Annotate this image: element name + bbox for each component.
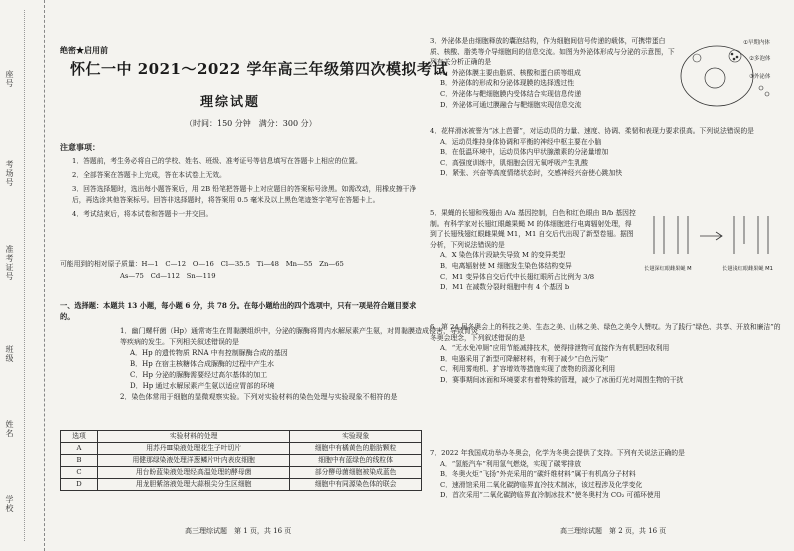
question-option: D．外泌体可通过膜融合与靶细胞实现信息交流 <box>440 100 582 109</box>
question-option: C．Hp 分泌的脲酶需要经过高尔基体的加工 <box>130 371 268 379</box>
notice-item: 1．答题前，考生务必将自己的学校、姓名、班级、准考证号等信息填写在答题卡上相应的位置。 <box>72 157 362 165</box>
question-option: A．“氢能汽车”利用氢气燃烧，实现了碳零排放 <box>440 459 581 468</box>
table-cell: B <box>61 455 98 467</box>
binding-label: 班级 <box>5 345 14 363</box>
figure-label: ②多泡体 <box>749 56 771 62</box>
binding-label: 考场号 <box>5 160 14 187</box>
notice-item: 2．全部答案在答题卡上完成，答在本试卷上无效。 <box>72 171 226 179</box>
table-row <box>61 443 422 455</box>
question-option: D．M1 在减数分裂时细胞中有 4 个基因 b <box>440 283 570 292</box>
table-row <box>61 467 422 479</box>
table-cell: 部分酵母菌细胞被染成蓝色 <box>290 467 422 479</box>
question-1 <box>120 326 480 403</box>
table-cell: 细胞中有同源染色体的联会 <box>290 479 422 491</box>
secret-mark: 绝密★启用前 <box>60 45 108 55</box>
exam-title: 怀仁一中 2021～2022 学年高三年级第四次模拟考试 <box>70 60 448 78</box>
question-5 <box>430 208 638 293</box>
section-heading: 一、选择题：本题共 13 小题，每小题 6 分，共 78 分。在每小题给出的四个选项中，只有一项是符合题目要求的。 <box>60 301 417 321</box>
atomic-masses-line: As—75 Cd—112 Sn—119 <box>120 272 216 280</box>
question-4 <box>430 126 785 179</box>
question-stem: 5．果蝇的长翅和残翅由 A/a 基因控制，白色和红色眼由 B/b 基因控制。有科学家对长翅红眼雌果蝇 M 的体细胞进行电离辐射处理，得到了长翅残翅红眼雌果蝇 M1，M1 自交后代出现了新型卷翅。据图分析，下列说法错误的是 <box>430 209 636 249</box>
figure-label: ③外泌体 <box>749 74 771 80</box>
question-stem: 2．染色体常用于细胞的显微观察实验。下列对实验材料的染色处理与实验现象不相符的是 <box>120 393 398 401</box>
page-footer: 高三理综试题 第 1 页，共 16 页 <box>185 527 292 535</box>
table-cell: A <box>61 443 98 455</box>
table-cell: 用台盼蓝染液处理经高温处理的酵母菌 <box>98 467 290 479</box>
chromosome-figure <box>642 210 788 276</box>
question-option: B．电器采用了新型可降解材料，有利于减少“白色污染” <box>440 354 609 363</box>
exosome-figure <box>677 36 787 108</box>
question-option: C．高强度训练中，肌细胞会因无氧呼吸产生乳酸 <box>440 158 588 167</box>
question-3 <box>430 36 675 110</box>
binding-label: 座号 <box>5 70 14 88</box>
question-6 <box>430 322 785 386</box>
table-header: 选项 <box>61 431 98 443</box>
question-stem: 6．第 24 届冬奥会上的科技之美、生态之美、山林之美、绿色之美令人赞叹。为了践行“绿色、共享、开放和廉洁”的冬奥会理念，下列叙述错误的是 <box>430 323 781 342</box>
table-row <box>61 479 422 491</box>
binding-label: 姓名 <box>5 420 14 438</box>
exam-subtitle: 理综试题 <box>200 95 261 110</box>
question-option: D．首次采用“二氧化碳跨临界直冷制冰技术”使冬奥村为 CO₂ 可循环使用 <box>440 491 661 500</box>
table-cell: C <box>61 467 98 479</box>
table-cell: 细胞中有蓝绿色的线粒体 <box>290 455 422 467</box>
page-footer: 高三理综试题 第 2 页，共 16 页 <box>560 527 667 535</box>
question-option: B．Hp 在宿主核糖体合成脲酶的过程中产生水 <box>130 360 274 368</box>
question-option: A．Hp 的遗传物质 RNA 中有控制脲酶合成的基因 <box>130 349 288 357</box>
question-7 <box>430 448 785 501</box>
table-cell: 用龙胆紫溶液处理大蒜根尖分生区细胞 <box>98 479 290 491</box>
binding-margin <box>0 0 45 551</box>
question-2-table <box>60 430 422 491</box>
question-option: D．紧张、兴奋等高度情绪状态时，交感神经兴奋使心跳加快 <box>440 169 623 178</box>
binding-line <box>24 10 25 541</box>
question-option: D．赛事期间冰面和环境要求有着特殊的管理，减少了冰面灯光对周围生物的干扰 <box>440 375 684 384</box>
question-option: B．外泌体的形成和分泌体现膜的选择透过性 <box>440 79 575 88</box>
atomic-masses-line: 可能用到的相对原子质量：H—1 C—12 O—16 Cl—35.5 Ti—48 Mn—55 Zn—65 <box>60 260 344 268</box>
binding-label: 准考证号 <box>5 245 14 281</box>
notice-item: 3．回答选择题时，选出每小题答案后，用 2B 铅笔把答题卡上对应题目的答案标号涂黑。如需改动，用橡皮擦干净后，再选涂其他答案标号。回答非选择题时，将答案用 0.5 毫米及以上黑色笔迹签字笔写在答题卡上。 <box>72 185 417 204</box>
figure-caption: 长翅深红眼雌果蝇 M <box>644 266 692 272</box>
notice-heading: 注意事项： <box>60 142 100 152</box>
question-option: A．X 染色体片段缺失导致 M 的变异类型 <box>440 251 566 260</box>
question-option: A．“无水免冲厕”应用节能减排技术，使得排泄物可直接作为有机肥回收利用 <box>440 344 670 353</box>
question-option: D．Hp 通过水解尿素产生氨以适应胃部的环境 <box>130 382 275 390</box>
table-header: 实验材料的处理 <box>98 431 290 443</box>
question-stem: 4．花样滑冰被誉为“冰上芭蕾”，对运动员的力量、速度、协调、柔韧和表现力要求很高。下列说法错误的是 <box>430 127 754 135</box>
figure-label: ①早期内体 <box>743 40 770 46</box>
question-option: C．速滑馆采用二氧化碳跨临界直冷技术制冰，该过程涉及化学变化 <box>440 480 643 489</box>
binding-label: 学校 <box>5 495 14 513</box>
question-option: A．外泌体膜主要由脂质、核酸和蛋白质等组成 <box>440 68 581 77</box>
time-info: （时间：150 分钟 满分：300 分） <box>185 119 317 128</box>
question-option: C．外泌体与靶细胞膜内受体结合实现信息传递 <box>440 89 582 98</box>
question-option: B．冬奥火炬“飞扬”外壳采用的“碳纤维材料”属于有机高分子材料 <box>440 470 636 479</box>
figure-caption: 长翅浅红眼雌果蝇 M1 <box>722 266 773 272</box>
table-cell: 用苏丹Ⅲ染液处理花生子叶切片 <box>98 443 290 455</box>
question-stem: 7．2022 年我国成功举办冬奥会，化学为冬奥会提供了支持。下列有关说法正确的是 <box>430 449 685 457</box>
question-stem: 1．幽门螺杆菌（Hp）通常寄生在胃黏膜组织中，分泌的脲酶将胃内水解尿素产生氨，对胃黏膜造成侵害，导致胃炎等疾病的发生。下列相关叙述错误的是 <box>120 327 479 346</box>
table-cell: 用健那绿染液处理洋葱鳞片叶内表皮细胞 <box>98 455 290 467</box>
notice-item: 4．考试结束后，将本试卷和答题卡一并交回。 <box>72 210 213 218</box>
table-header-row <box>61 431 422 443</box>
table-row <box>61 455 422 467</box>
table-cell: D <box>61 479 98 491</box>
table-cell: 细胞中有橘黄色的脂肪颗粒 <box>290 443 422 455</box>
question-option: C．M1 变异体自交后代中长翅红眼所占比例为 3/8 <box>440 272 595 281</box>
table-header: 实验现象 <box>290 431 422 443</box>
question-stem: 3．外泌体是由细胞释放的囊泡结构，作为细胞间信号传递的载体，可携带蛋白质、核酸、脂类等介导细胞间的信息交流。如图为外泌体形成与分泌的示意图，下列有关分析正确的是 <box>430 37 675 67</box>
question-option: C．利用雾炮机、扩容增效等措施实现了废物的资源化利用 <box>440 365 616 374</box>
question-option: A．运动员维持身体协调和平衡的神经中枢主要在小脑 <box>440 137 602 146</box>
question-option: B．电离辐射使 M 细胞发生染色体结构变异 <box>440 261 572 270</box>
question-option: B．在低温环境中，运动员体内甲状腺激素的分泌量增加 <box>440 148 609 157</box>
